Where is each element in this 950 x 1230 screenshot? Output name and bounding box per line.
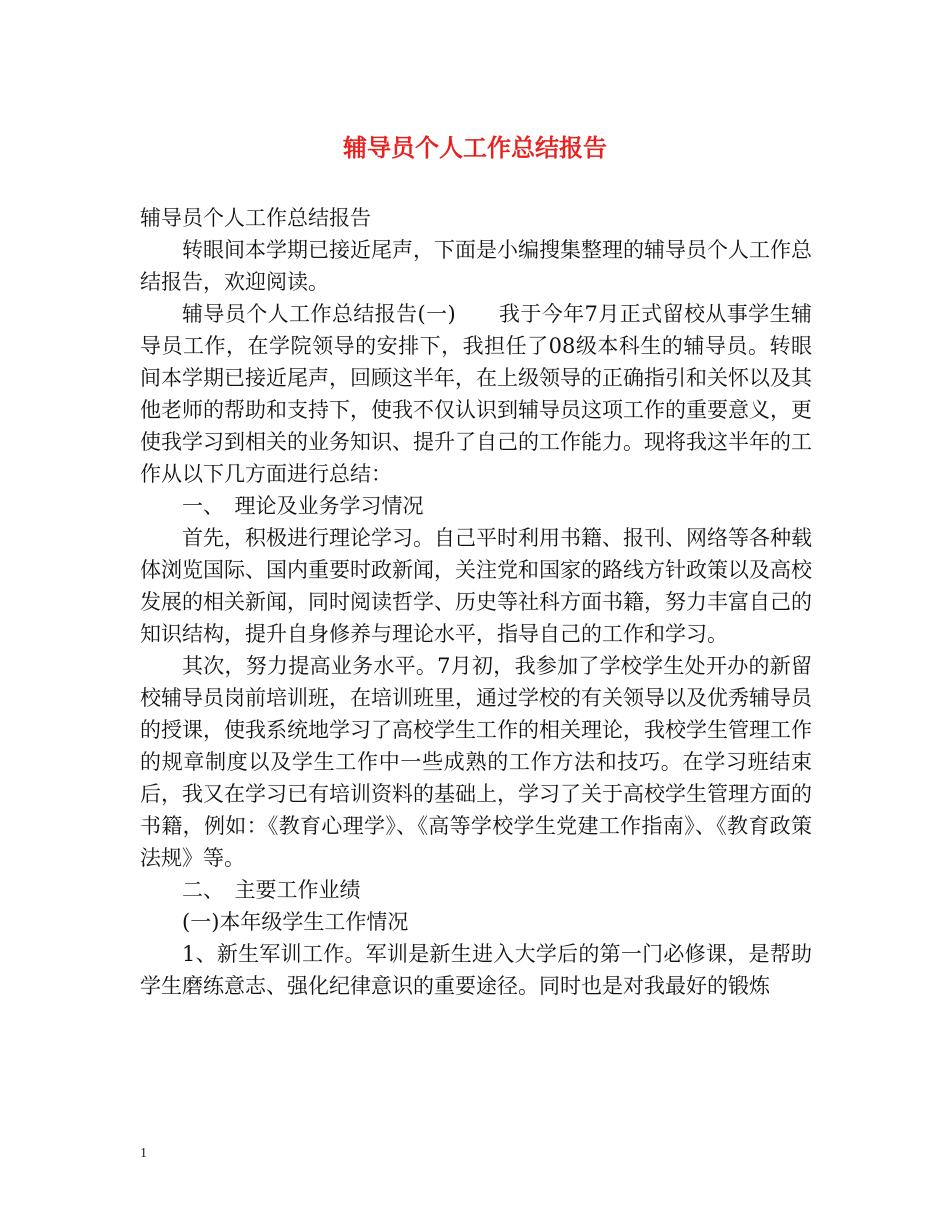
business-level-paragraph: 其次，努力提高业务水平。7月初，我参加了学校学生处开办的新留校辅导员岗前培训班，在培训班里，通过学校的有关领导以及优秀辅导员的授课，使我系统地学习了高校学生工作的相关理论，我校学生管理工作的规章制度以及学生工作中一些成熟的工作方法和技巧。在学习班结束后，我又在学习已有培训资料的基础上，学习了关于高校学生管理方面的书籍，例如：《教育心理学》、《高等学校学生党建工作指南》、《教育政策法规》等。 xyxy=(140,654,812,870)
document-title: 辅导员个人工作总结报告 xyxy=(343,133,607,162)
subtitle-paragraph: 辅导员个人工作总结报告 xyxy=(140,206,371,230)
subsection-heading: (一)本年级学生工作情况 xyxy=(182,910,409,934)
document-body xyxy=(140,202,812,1002)
intro-paragraph: 转眼间本学期已接近尾声，下面是小编搜集整理的辅导员个人工作总结报告，欢迎阅读。 xyxy=(140,238,812,294)
page-number: 1 xyxy=(140,1146,147,1161)
section-heading-two: 二、 主要工作业绩 xyxy=(182,878,361,902)
theory-study-paragraph: 首先，积极进行理论学习。自己平时利用书籍、报刊、网络等各种载体浏览国际、国内重要时政新闻，关注党和国家的路线方针政策以及高校发展的相关新闻，同时阅读哲学、历史等社科方面书籍，努力丰富自己的知识结构，提升自身修养与理论水平，指导自己的工作和学习。 xyxy=(140,526,812,646)
military-training-paragraph: 1、新生军训工作。军训是新生进入大学后的第一门必修课，是帮助学生磨练意志、强化纪律意识的重要途径。同时也是对我最好的锻炼 xyxy=(140,942,812,998)
report-one-paragraph: 辅导员个人工作总结报告(一) 我于今年7月正式留校从事学生辅导员工作，在学院领导的安排下，我担任了08级本科生的辅导员。转眼间本学期已接近尾声，回顾这半年，在上级领导的正确指引和关怀以及其他老师的帮助和支持下，使我不仅认识到辅导员这项工作的重要意义，更使我学习到相关的业务知识、提升了自己的工作能力。现将我这半年的工作从以下几方面进行总结： xyxy=(140,302,812,486)
section-heading-one: 一、 理论及业务学习情况 xyxy=(182,494,424,518)
